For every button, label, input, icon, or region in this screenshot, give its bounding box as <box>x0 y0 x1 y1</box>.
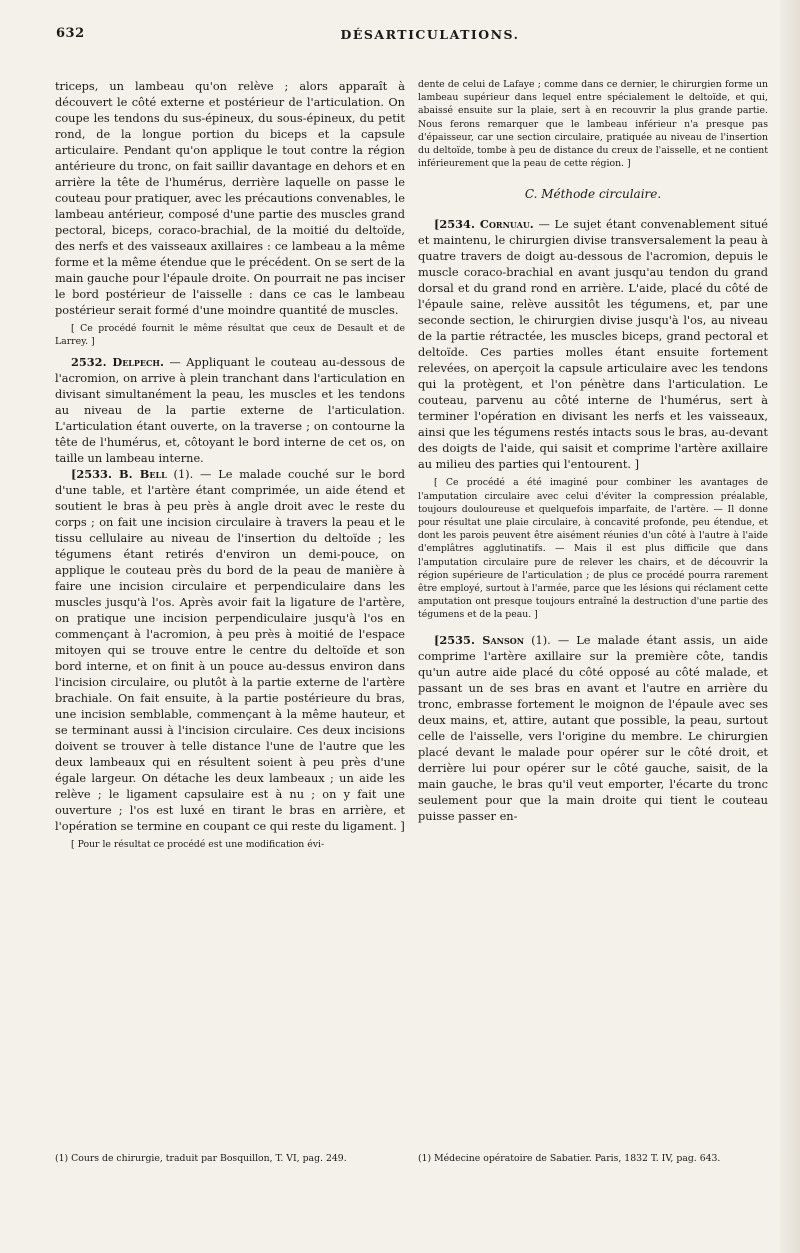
right-column <box>418 78 768 824</box>
running-head: DÉSARTICULATIONS. <box>340 27 520 42</box>
paragraph-text: — Le sujet étant convenablement situé et maintenu, le chirurgien divise transversalement la peau à quatre travers de doigt au-dessous de l'acromion, depuis le muscle coraco-brachial en avant jusqu'au tendon du grand dorsal et du grand rond en arrière. L'aide, placé du côté de l'épaule saine, relève aussitôt les tégumens, et, par une seconde section, le chirurgien divise jusqu'à l'os, au niveau de la partie rétractée, les muscles biceps, grand pectoral et deltoïde. Ces parties molles étant ensuite fortement relevées, on aperçoit la capsule articulaire avec les tendons qui la protègent, et l'on pénètre dans l'articulation. Le couteau, parvenu au côté interne de l'humérus, sert à terminer l'opération en divisant les nerfs et les vaisseaux, ainsi que les tégumens restés intacts sous le bras, au-devant des doigts de l'aide, qui saisit et comprime l'artère axillaire au milieu des parties qui l'entourent. ] <box>418 217 768 472</box>
paragraph <box>418 632 768 824</box>
paragraph-heading: [2535. Sanson <box>434 632 525 647</box>
section-title: C. Méthode circulaire. <box>524 187 662 202</box>
paragraph <box>418 216 768 472</box>
paragraph-text: (1). — Le malade couché sur le bord d'une table, et l'artère étant comprimée, un aide étend et soutient le bras à peu près à angle droit avec le reste du corps ; on fait une incision circulaire à travers la peau et le tissu cellulaire au niveau de l'insertion du deltoïde ; les tégumens étant retirés d'environ un demi-pouce, on applique le couteau près du bord de la peau de manière à faire une incision circulaire et perpendiculaire dans les muscles jusqu'à l'os. Après avoir fait la ligature de l'artère, on pratique une incision perpendiculaire jusqu'à l'os en commençant à l'acromion, à peu près à moitié de l'espace mitoyen qui se trouve entre le centre du deltoïde et son bord interne, et on finit à un pouce au-dessus environ dans l'incision circulaire, ou plutôt à la partie externe de l'artère brachiale. On fait ensuite, à la partie postérieure du bras, une incision semblable, commençant à la même hauteur, et se terminant aussi à l'incision circulaire. Ces deux incisions doivent se trouver à telle distance l'une de l'autre que les deux lambeaux qui en résultent soient à peu près d'une égale largeur. On détache les deux lambeaux ; un aide les relève ; le ligament capsulaire est à nu ; on y fait une ouverture ; l'os est luxé en tirant le bras en arrière, et l'opération se termine en coupant ce qui reste du ligament. ] <box>55 467 405 834</box>
editor-note: [ Ce procédé a été imaginé pour combiner les avantages de l'amputation circulaire avec celui d'éviter la compression préalable, toujours douloureuse et quelquefois imparfaite, de l'artère. — Il donne pour résultat une plaie circulaire, à concavité profonde, peu étendue, et dont les parois peuvent être aisément réunies d'un côté à l'autre à l'aide d'emplâtres agglutinatifs. — Mais il est plus difficile que dans l'amputation circulaire pure de relever les chairs, et de découvrir la région supérieure de l'articulation ; de plus ce procédé pourra rarement être employé, surtout à l'armée, parce que les lésions qui réclament cette amputation ont presque toujours entraîné la destruction d'une partie des tégumens et de la peau. ] <box>418 477 768 621</box>
editor-note: [ Pour le résultat ce procédé est une modification évi- <box>71 839 325 851</box>
paragraph <box>55 466 405 834</box>
paragraph-heading: [2533. B. Bell <box>71 467 167 482</box>
editor-note-continued: dente de celui de Lafaye ; comme dans ce dernier, le chirurgien forme un lambeau supérieur dans lequel entre spécialement le deltoïde, et qui, abaissé ensuite sur la plaie, sert à en recouvrir la plus grande partie. Nous ferons remarquer que le lambeau inférieur n'a presque pas d'épaisseur, car une section circulaire, pratiquée au niveau de l'insertion du deltoïde, tombe à peu de distance du creux de l'aisselle, et ne contient inférieurement que la peau de cette région. ] <box>418 79 768 170</box>
left-column <box>55 78 405 858</box>
footnote-right: (1) Médecine opératoire de Sabatier. Paris, 1832 T. IV, pag. 643. <box>418 1153 721 1164</box>
paragraph <box>55 354 405 466</box>
page-edge-shadow <box>780 0 800 1253</box>
editor-note: [ Ce procédé fournit le même résultat que ceux de Desault et de Larrey. ] <box>55 323 405 348</box>
paragraph-heading: 2532. Delpech. <box>71 355 164 370</box>
paragraph-text: (1). — Le malade étant assis, un aide comprime l'artère axillaire sur la première côte, tandis qu'un autre aide placé du côté opposé au côté malade, et passant un de ses bras en avant et l'autre en arrière du tronc, embrasse fortement le moignon de l'épaule avec ses deux mains, et, attire, autant que possible, la peau, surtout celle de l'aisselle, vers l'origine du membre. Le chirurgien placé devant le malade pour opérer sur le côté droit, et derrière lui pour opérer sur le côté gauche, saisit, de la main gauche, le bras qu'il veut emporter, l'écarte du tronc seulement pour que la main droite qui tient le couteau puisse passer en- <box>418 632 768 823</box>
paragraph-text: — Appliquant le couteau au-dessous de l'acromion, on arrive à plein tranchant dans l'articulation en divisant simultanément la peau, les muscles et les tendons au niveau de la partie externe de l'articulation. L'articulation étant ouverte, on la traverse ; on contourne la tête de l'humérus, et, côtoyant le bord interne de cet os, on taille un lambeau interne. <box>55 355 405 466</box>
footnote-left: (1) Cours de chirurgie, traduit par Bosquillon, T. VI, pag. 249. <box>55 1153 347 1164</box>
page-number: 632 <box>56 26 85 41</box>
paragraph: triceps, un lambeau qu'on relève ; alors apparaît à découvert le côté externe et postérieur de l'articulation. On coupe les tendons du sus-épineux, du sous-épineux, du petit rond, de la longue portion du biceps et la capsule articulaire. Pendant qu'on applique le tout contre la région antérieure du tronc, on fait saillir davantage en dehors et en arrière la tête de l'humérus, derrière laquelle on passe le couteau pour pratiquer, avec les précautions convenables, le lambeau antérieur, composé d'une partie des muscles grand pectoral, biceps, coraco-brachial, de la moitié du deltoïde, des nerfs et des vaisseaux axillaires : ce lambeau a la même forme et la même étendue que le précédent. On se sert de la main gauche pour l'épaule droite. On pourrait ne pas inciser le bord postérieur de l'aisselle : dans ce cas le lambeau postérieur serait formé d'une moindre quantité de muscles. <box>55 79 405 317</box>
paragraph-heading: [2534. Cornuau. <box>434 217 534 232</box>
